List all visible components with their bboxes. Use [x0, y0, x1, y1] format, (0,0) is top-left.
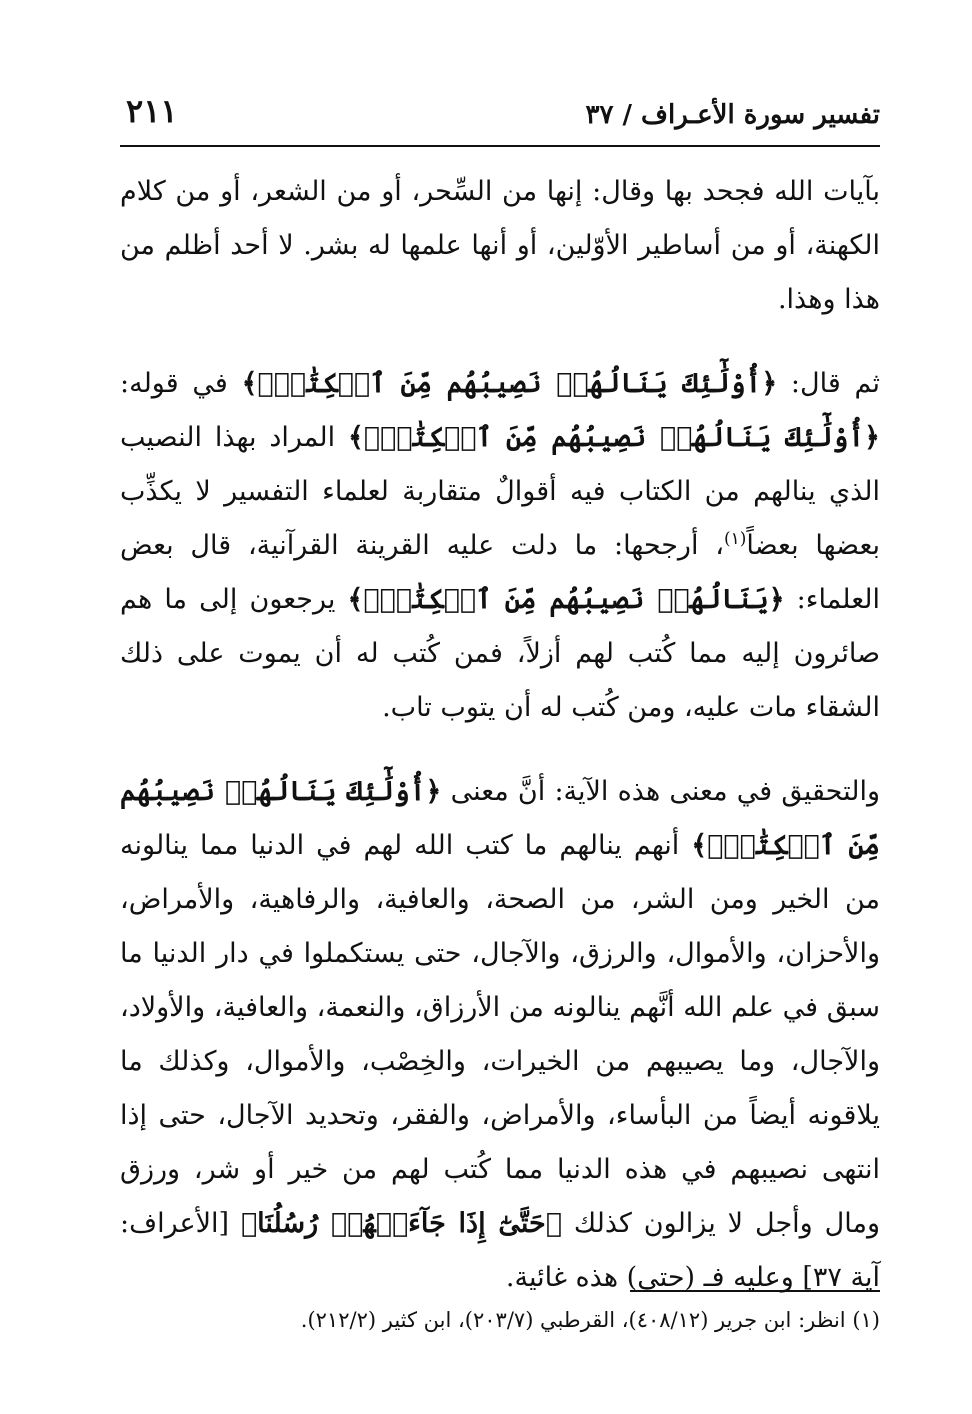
header-divider — [120, 145, 880, 147]
paragraph-3 — [120, 765, 880, 1305]
paragraph-2-text-e: يرجعون إلى ما هم صائرون إليه مما كُتب لهم أزلاً، فمن كُتب له أن يموت على ذلك الشقاء مات عليه، ومن كُتب له أن يتوب تاب. — [120, 584, 880, 723]
paragraph-2 — [120, 357, 880, 735]
paragraph-1 — [120, 165, 880, 327]
paragraph-3-text-b: أنهم ينالهم ما كتب الله لهم في الدنيا مما ينالونه من الخير ومن الشر، من الصحة، والعافية، والرفاهية، والأمراض، والأحزان، والأموال، والرزق، والآجال، حتى يستكملوا في دار الدنيا ما سبق في علم الله أنَّهم ينالونه من الأرزاق، والنعمة، والعافية، والأولاد، والآجال، وما يصيبهم من الخيرات، والخِصْب، والأموال، وكذلك ما يلاقونه أيضاً من البأساء، والأمراض، والفقر، وتحديد الآجال، حتى إذا انتهى نصيبهم في هذه الدنيا مما كُتب لهم من خير أو شر، ورزق ومال وأجل لا يزالون كذلك — [120, 830, 880, 1239]
paragraph-2-text-d: ، أرجحها: ما دلت عليه القرينة القرآنية، قال بعض العلماء: — [120, 530, 880, 615]
body-text — [120, 165, 880, 1305]
footnote-reference: (١) — [723, 529, 747, 549]
quran-quote: ﴿أُوْلَٰٓئِكَ يَنَالُهُمۡ نَصِيبُهُم مِّنَ ٱلۡكِتَٰبِۖ﴾ — [120, 776, 880, 861]
running-title: تفسير سورة الأعـراف / ٣٧ — [585, 100, 880, 130]
page-header — [120, 86, 880, 144]
paragraph-1-text: بآيات الله فجحد بها وقال: إنها من السِّحر، أو من الشعر، أو من كلام الكهنة، أو من أساطير الأوّلين، أو أنها علمها له بشر. لا أحد أظلم من هذا وهذا. — [120, 176, 880, 315]
quran-quote: ﴿حَتَّىٰٓ إِذَا جَآءَتۡهُمۡ رُسُلُنَا﴾ — [240, 1208, 562, 1239]
paragraph-2-text-c: المراد بهذا النصيب الذي ينالهم من الكتاب فيه أقوالٌ متقاربة لعلماء التفسير لا يكذِّب بعضها بعضاً — [120, 422, 880, 561]
paragraph-2-text-b: في قوله: — [120, 368, 242, 399]
paragraph-2-text-a: ثم قال: — [777, 368, 880, 399]
paragraph-3-text-a: والتحقيق في معنى هذه الآية: أنَّ معنى — [441, 776, 880, 807]
footnote: (١) انظر: ابن جرير (٤٠٨/١٢)، القرطبي (٢٠٣/٧)، ابن كثير (٢١٢/٢). — [300, 1308, 880, 1332]
footnote-divider — [630, 1290, 880, 1292]
page-number: ٢١١ — [126, 92, 178, 130]
paragraph-3-text-c: [الأعراف: آية ٣٧] وعليه فـ (حتى) هذه غائية. — [120, 1208, 880, 1293]
quran-quote: ﴿يَنَالُهُمۡ نَصِيبُهُم مِّنَ ٱلۡكِتَٰبِۖ﴾ — [347, 584, 785, 615]
quran-quote: ﴿أُوْلَٰٓئِكَ يَنَالُهُمۡ نَصِيبُهُم مِّنَ ٱلۡكِتَٰبِۖ﴾ — [347, 422, 881, 453]
quran-quote: ﴿أُوْلَٰٓئِكَ يَنَالُهُمۡ نَصِيبُهُم مِّنَ ٱلۡكِتَٰبِۖ﴾ — [241, 368, 778, 399]
